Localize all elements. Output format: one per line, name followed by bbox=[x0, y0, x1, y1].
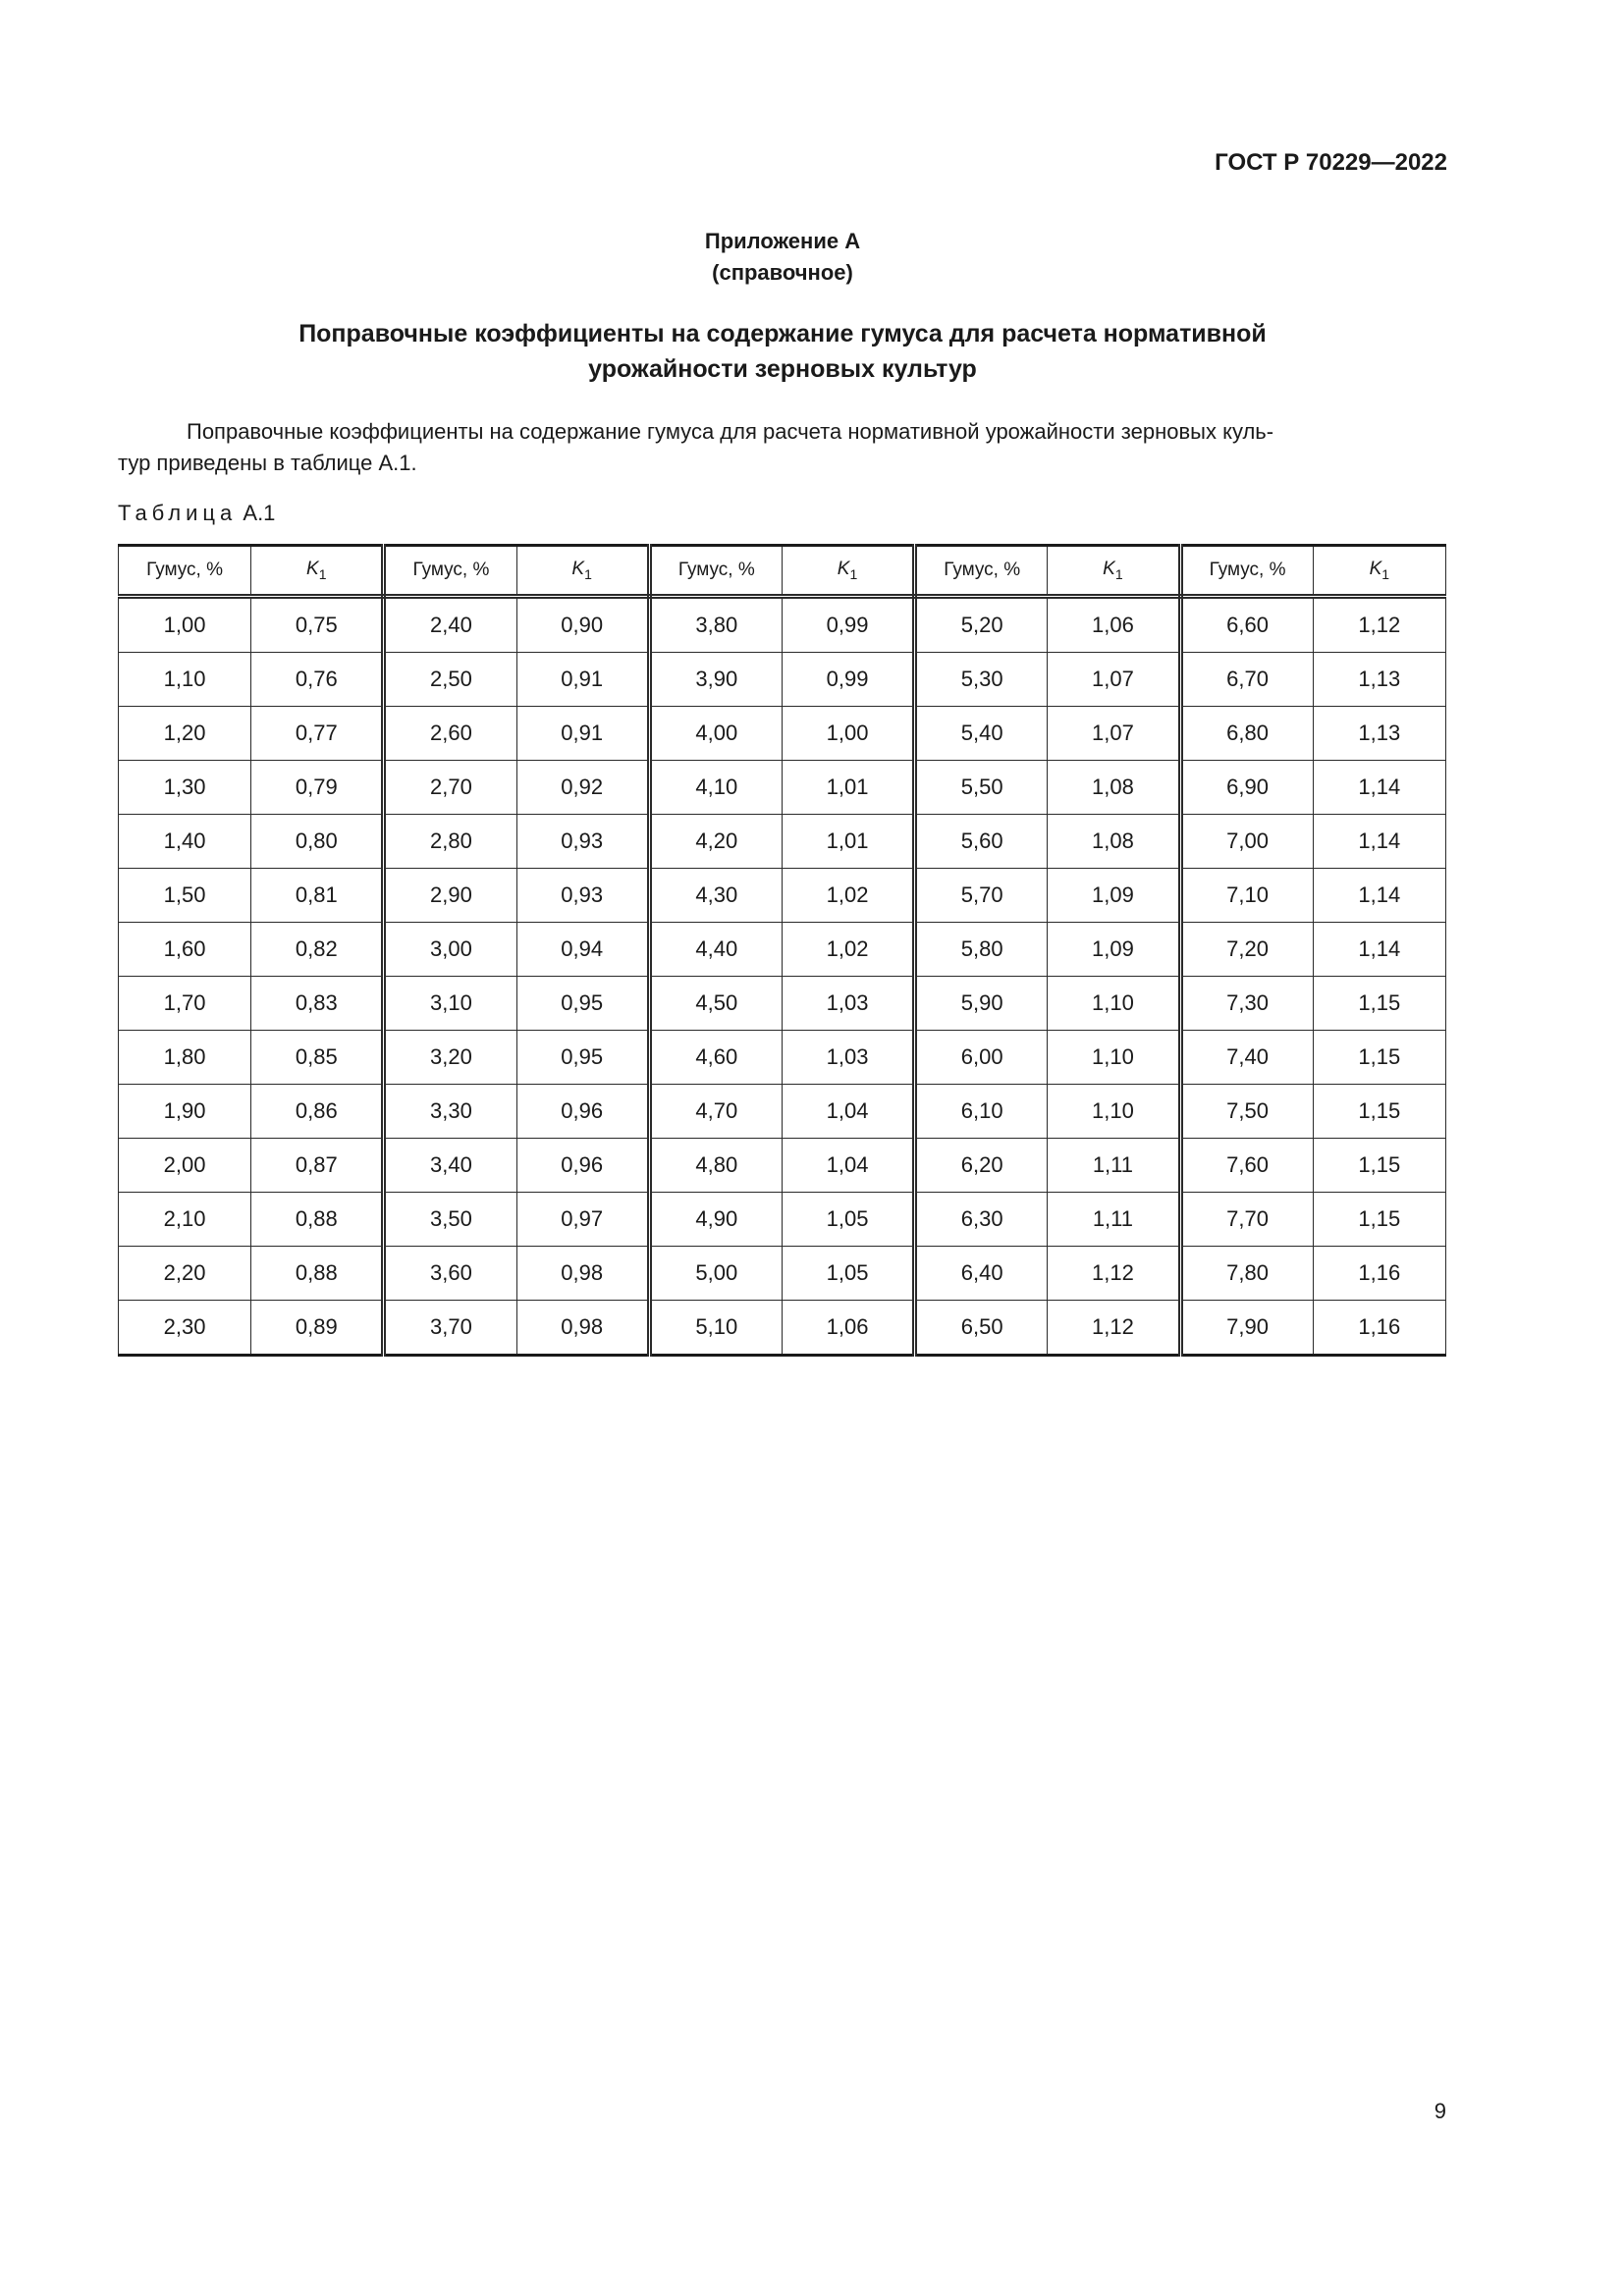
k1-cell: 1,05 bbox=[782, 1193, 914, 1247]
appendix-title: Приложение А bbox=[704, 229, 861, 253]
k-letter: K bbox=[306, 559, 319, 580]
humus-cell: 7,10 bbox=[1180, 869, 1313, 923]
k1-cell: 0,90 bbox=[516, 597, 649, 653]
table-row bbox=[119, 1193, 1446, 1247]
k1-cell: 0,91 bbox=[516, 653, 649, 707]
humus-cell: 1,50 bbox=[119, 869, 251, 923]
humus-cell: 3,90 bbox=[649, 653, 782, 707]
humus-cell: 5,00 bbox=[649, 1247, 782, 1301]
humus-cell: 6,50 bbox=[915, 1301, 1048, 1356]
humus-cell: 1,30 bbox=[119, 761, 251, 815]
humus-cell: 3,00 bbox=[384, 923, 516, 977]
k1-cell: 1,15 bbox=[1313, 977, 1445, 1031]
k1-cell: 1,08 bbox=[1048, 761, 1180, 815]
k1-cell: 1,04 bbox=[782, 1139, 914, 1193]
k1-cell: 1,14 bbox=[1313, 923, 1445, 977]
table-header-row bbox=[119, 546, 1446, 597]
table-row bbox=[119, 1301, 1446, 1356]
k1-cell: 1,12 bbox=[1048, 1301, 1180, 1356]
humus-cell: 4,90 bbox=[649, 1193, 782, 1247]
k1-cell: 0,94 bbox=[516, 923, 649, 977]
section-title bbox=[157, 316, 1408, 387]
humus-cell: 3,70 bbox=[384, 1301, 516, 1356]
k1-cell: 0,98 bbox=[516, 1247, 649, 1301]
col-header-humus: Гумус, % bbox=[1180, 546, 1313, 597]
k-letter: K bbox=[1103, 559, 1115, 580]
k1-cell: 0,98 bbox=[516, 1301, 649, 1356]
humus-cell: 2,40 bbox=[384, 597, 516, 653]
k1-cell: 1,07 bbox=[1048, 707, 1180, 761]
humus-cell: 6,00 bbox=[915, 1031, 1048, 1085]
k1-cell: 1,09 bbox=[1048, 869, 1180, 923]
humus-cell: 5,20 bbox=[915, 597, 1048, 653]
table-body bbox=[119, 597, 1446, 1356]
humus-cell: 4,80 bbox=[649, 1139, 782, 1193]
humus-cell: 4,70 bbox=[649, 1085, 782, 1139]
humus-cell: 3,50 bbox=[384, 1193, 516, 1247]
k1-cell: 1,07 bbox=[1048, 653, 1180, 707]
k1-cell: 1,11 bbox=[1048, 1193, 1180, 1247]
humus-cell: 4,10 bbox=[649, 761, 782, 815]
k1-cell: 0,77 bbox=[251, 707, 384, 761]
table-row bbox=[119, 977, 1446, 1031]
k1-cell: 1,02 bbox=[782, 923, 914, 977]
humus-cell: 1,40 bbox=[119, 815, 251, 869]
col-header-k1 bbox=[1313, 546, 1445, 597]
humus-cell: 2,90 bbox=[384, 869, 516, 923]
k1-cell: 1,15 bbox=[1313, 1031, 1445, 1085]
humus-cell: 3,40 bbox=[384, 1139, 516, 1193]
humus-cell: 2,70 bbox=[384, 761, 516, 815]
k1-cell: 1,01 bbox=[782, 815, 914, 869]
humus-cell: 5,70 bbox=[915, 869, 1048, 923]
k1-cell: 0,95 bbox=[516, 977, 649, 1031]
k1-cell: 1,00 bbox=[782, 707, 914, 761]
humus-coefficient-table bbox=[118, 544, 1446, 1357]
col-header-k1 bbox=[782, 546, 914, 597]
table-row bbox=[119, 869, 1446, 923]
humus-cell: 1,90 bbox=[119, 1085, 251, 1139]
k1-cell: 1,10 bbox=[1048, 1031, 1180, 1085]
k1-cell: 0,95 bbox=[516, 1031, 649, 1085]
humus-cell: 7,60 bbox=[1180, 1139, 1313, 1193]
col-header-k1 bbox=[251, 546, 384, 597]
humus-cell: 5,40 bbox=[915, 707, 1048, 761]
k-letter: K bbox=[837, 559, 850, 580]
k1-cell: 0,93 bbox=[516, 815, 649, 869]
k-letter: K bbox=[1369, 559, 1382, 580]
humus-cell: 7,30 bbox=[1180, 977, 1313, 1031]
k1-cell: 1,12 bbox=[1313, 597, 1445, 653]
humus-cell: 4,20 bbox=[649, 815, 782, 869]
humus-cell: 1,10 bbox=[119, 653, 251, 707]
k1-cell: 0,86 bbox=[251, 1085, 384, 1139]
k-letter: K bbox=[571, 559, 585, 580]
k-subscript: 1 bbox=[584, 565, 592, 582]
table-row bbox=[119, 1085, 1446, 1139]
humus-cell: 4,40 bbox=[649, 923, 782, 977]
humus-cell: 6,40 bbox=[915, 1247, 1048, 1301]
k1-cell: 1,13 bbox=[1313, 707, 1445, 761]
k1-cell: 0,81 bbox=[251, 869, 384, 923]
k1-cell: 1,06 bbox=[782, 1301, 914, 1356]
table-row bbox=[119, 653, 1446, 707]
k1-cell: 1,05 bbox=[782, 1247, 914, 1301]
humus-cell: 2,30 bbox=[119, 1301, 251, 1356]
k1-cell: 0,82 bbox=[251, 923, 384, 977]
k1-cell: 1,15 bbox=[1313, 1139, 1445, 1193]
appendix-heading bbox=[0, 226, 1565, 289]
table-caption-number: А.1 bbox=[243, 501, 276, 525]
k1-cell: 1,11 bbox=[1048, 1139, 1180, 1193]
humus-cell: 3,20 bbox=[384, 1031, 516, 1085]
col-header-k1 bbox=[516, 546, 649, 597]
k1-cell: 0,83 bbox=[251, 977, 384, 1031]
k1-cell: 0,91 bbox=[516, 707, 649, 761]
k1-cell: 0,96 bbox=[516, 1085, 649, 1139]
humus-cell: 6,90 bbox=[1180, 761, 1313, 815]
humus-cell: 7,80 bbox=[1180, 1247, 1313, 1301]
table-row bbox=[119, 761, 1446, 815]
humus-cell: 1,00 bbox=[119, 597, 251, 653]
humus-cell: 3,80 bbox=[649, 597, 782, 653]
humus-cell: 2,60 bbox=[384, 707, 516, 761]
col-header-humus: Гумус, % bbox=[649, 546, 782, 597]
k1-cell: 1,15 bbox=[1313, 1085, 1445, 1139]
col-header-k1 bbox=[1048, 546, 1180, 597]
k1-cell: 1,12 bbox=[1048, 1247, 1180, 1301]
humus-cell: 5,80 bbox=[915, 923, 1048, 977]
humus-cell: 7,70 bbox=[1180, 1193, 1313, 1247]
k1-cell: 1,01 bbox=[782, 761, 914, 815]
k1-cell: 1,03 bbox=[782, 1031, 914, 1085]
k1-cell: 1,16 bbox=[1313, 1301, 1445, 1356]
humus-cell: 3,60 bbox=[384, 1247, 516, 1301]
humus-cell: 5,60 bbox=[915, 815, 1048, 869]
k-subscript: 1 bbox=[1114, 565, 1123, 582]
humus-cell: 4,30 bbox=[649, 869, 782, 923]
document-code: ГОСТ Р 70229—2022 bbox=[1215, 149, 1447, 176]
humus-cell: 5,90 bbox=[915, 977, 1048, 1031]
table-row bbox=[119, 815, 1446, 869]
humus-cell: 7,20 bbox=[1180, 923, 1313, 977]
k-subscript: 1 bbox=[318, 565, 327, 582]
humus-cell: 2,80 bbox=[384, 815, 516, 869]
intro-paragraph bbox=[118, 416, 1446, 479]
humus-cell: 6,10 bbox=[915, 1085, 1048, 1139]
k1-cell: 0,85 bbox=[251, 1031, 384, 1085]
humus-cell: 4,60 bbox=[649, 1031, 782, 1085]
humus-cell: 7,90 bbox=[1180, 1301, 1313, 1356]
k1-cell: 1,14 bbox=[1313, 869, 1445, 923]
k1-cell: 0,99 bbox=[782, 653, 914, 707]
humus-cell: 2,00 bbox=[119, 1139, 251, 1193]
k1-cell: 1,14 bbox=[1313, 815, 1445, 869]
k1-cell: 0,88 bbox=[251, 1247, 384, 1301]
page-number: 9 bbox=[1434, 2099, 1446, 2123]
humus-cell: 6,80 bbox=[1180, 707, 1313, 761]
humus-cell: 3,10 bbox=[384, 977, 516, 1031]
k1-cell: 0,88 bbox=[251, 1193, 384, 1247]
humus-cell: 6,60 bbox=[1180, 597, 1313, 653]
humus-cell: 5,30 bbox=[915, 653, 1048, 707]
humus-cell: 6,20 bbox=[915, 1139, 1048, 1193]
humus-cell: 2,50 bbox=[384, 653, 516, 707]
humus-cell: 5,10 bbox=[649, 1301, 782, 1356]
table-row bbox=[119, 597, 1446, 653]
humus-cell: 4,50 bbox=[649, 977, 782, 1031]
k1-cell: 1,02 bbox=[782, 869, 914, 923]
k1-cell: 1,08 bbox=[1048, 815, 1180, 869]
humus-cell: 2,10 bbox=[119, 1193, 251, 1247]
table-row bbox=[119, 923, 1446, 977]
k1-cell: 0,80 bbox=[251, 815, 384, 869]
col-header-humus: Гумус, % bbox=[915, 546, 1048, 597]
k1-cell: 0,87 bbox=[251, 1139, 384, 1193]
k1-cell: 0,99 bbox=[782, 597, 914, 653]
k1-cell: 0,97 bbox=[516, 1193, 649, 1247]
k1-cell: 0,76 bbox=[251, 653, 384, 707]
humus-cell: 4,00 bbox=[649, 707, 782, 761]
k1-cell: 0,75 bbox=[251, 597, 384, 653]
table-row bbox=[119, 707, 1446, 761]
k1-cell: 0,93 bbox=[516, 869, 649, 923]
k1-cell: 1,15 bbox=[1313, 1193, 1445, 1247]
table-row bbox=[119, 1247, 1446, 1301]
paragraph-line-1: Поправочные коэффициенты на содержание гумуса для расчета нормативной урожайности зерновых куль- bbox=[187, 419, 1274, 444]
k1-cell: 1,16 bbox=[1313, 1247, 1445, 1301]
table-row bbox=[119, 1031, 1446, 1085]
k1-cell: 1,10 bbox=[1048, 977, 1180, 1031]
k1-cell: 1,04 bbox=[782, 1085, 914, 1139]
k-subscript: 1 bbox=[849, 565, 858, 582]
humus-cell: 1,80 bbox=[119, 1031, 251, 1085]
humus-cell: 7,40 bbox=[1180, 1031, 1313, 1085]
humus-cell: 1,70 bbox=[119, 977, 251, 1031]
humus-cell: 2,20 bbox=[119, 1247, 251, 1301]
table-row bbox=[119, 1139, 1446, 1193]
humus-cell: 5,50 bbox=[915, 761, 1048, 815]
humus-cell: 1,20 bbox=[119, 707, 251, 761]
k1-cell: 0,89 bbox=[251, 1301, 384, 1356]
humus-cell: 6,30 bbox=[915, 1193, 1048, 1247]
appendix-subtitle: (справочное) bbox=[712, 260, 853, 285]
humus-cell: 6,70 bbox=[1180, 653, 1313, 707]
humus-cell: 3,30 bbox=[384, 1085, 516, 1139]
k1-cell: 1,10 bbox=[1048, 1085, 1180, 1139]
k1-cell: 1,13 bbox=[1313, 653, 1445, 707]
table-caption-word: Таблица bbox=[118, 501, 238, 525]
col-header-humus: Гумус, % bbox=[119, 546, 251, 597]
k1-cell: 0,92 bbox=[516, 761, 649, 815]
section-title-line-1: Поправочные коэффициенты на содержание гумуса для расчета нормативной bbox=[298, 320, 1267, 347]
k1-cell: 0,96 bbox=[516, 1139, 649, 1193]
k1-cell: 0,79 bbox=[251, 761, 384, 815]
k1-cell: 1,03 bbox=[782, 977, 914, 1031]
k1-cell: 1,09 bbox=[1048, 923, 1180, 977]
section-title-line-2: урожайности зерновых культур bbox=[588, 355, 977, 383]
k1-cell: 1,14 bbox=[1313, 761, 1445, 815]
paragraph-line-2: тур приведены в таблице А.1. bbox=[118, 451, 417, 475]
table-caption bbox=[118, 501, 275, 526]
k-subscript: 1 bbox=[1381, 565, 1390, 582]
humus-cell: 7,50 bbox=[1180, 1085, 1313, 1139]
humus-cell: 7,00 bbox=[1180, 815, 1313, 869]
humus-cell: 1,60 bbox=[119, 923, 251, 977]
k1-cell: 1,06 bbox=[1048, 597, 1180, 653]
col-header-humus: Гумус, % bbox=[384, 546, 516, 597]
